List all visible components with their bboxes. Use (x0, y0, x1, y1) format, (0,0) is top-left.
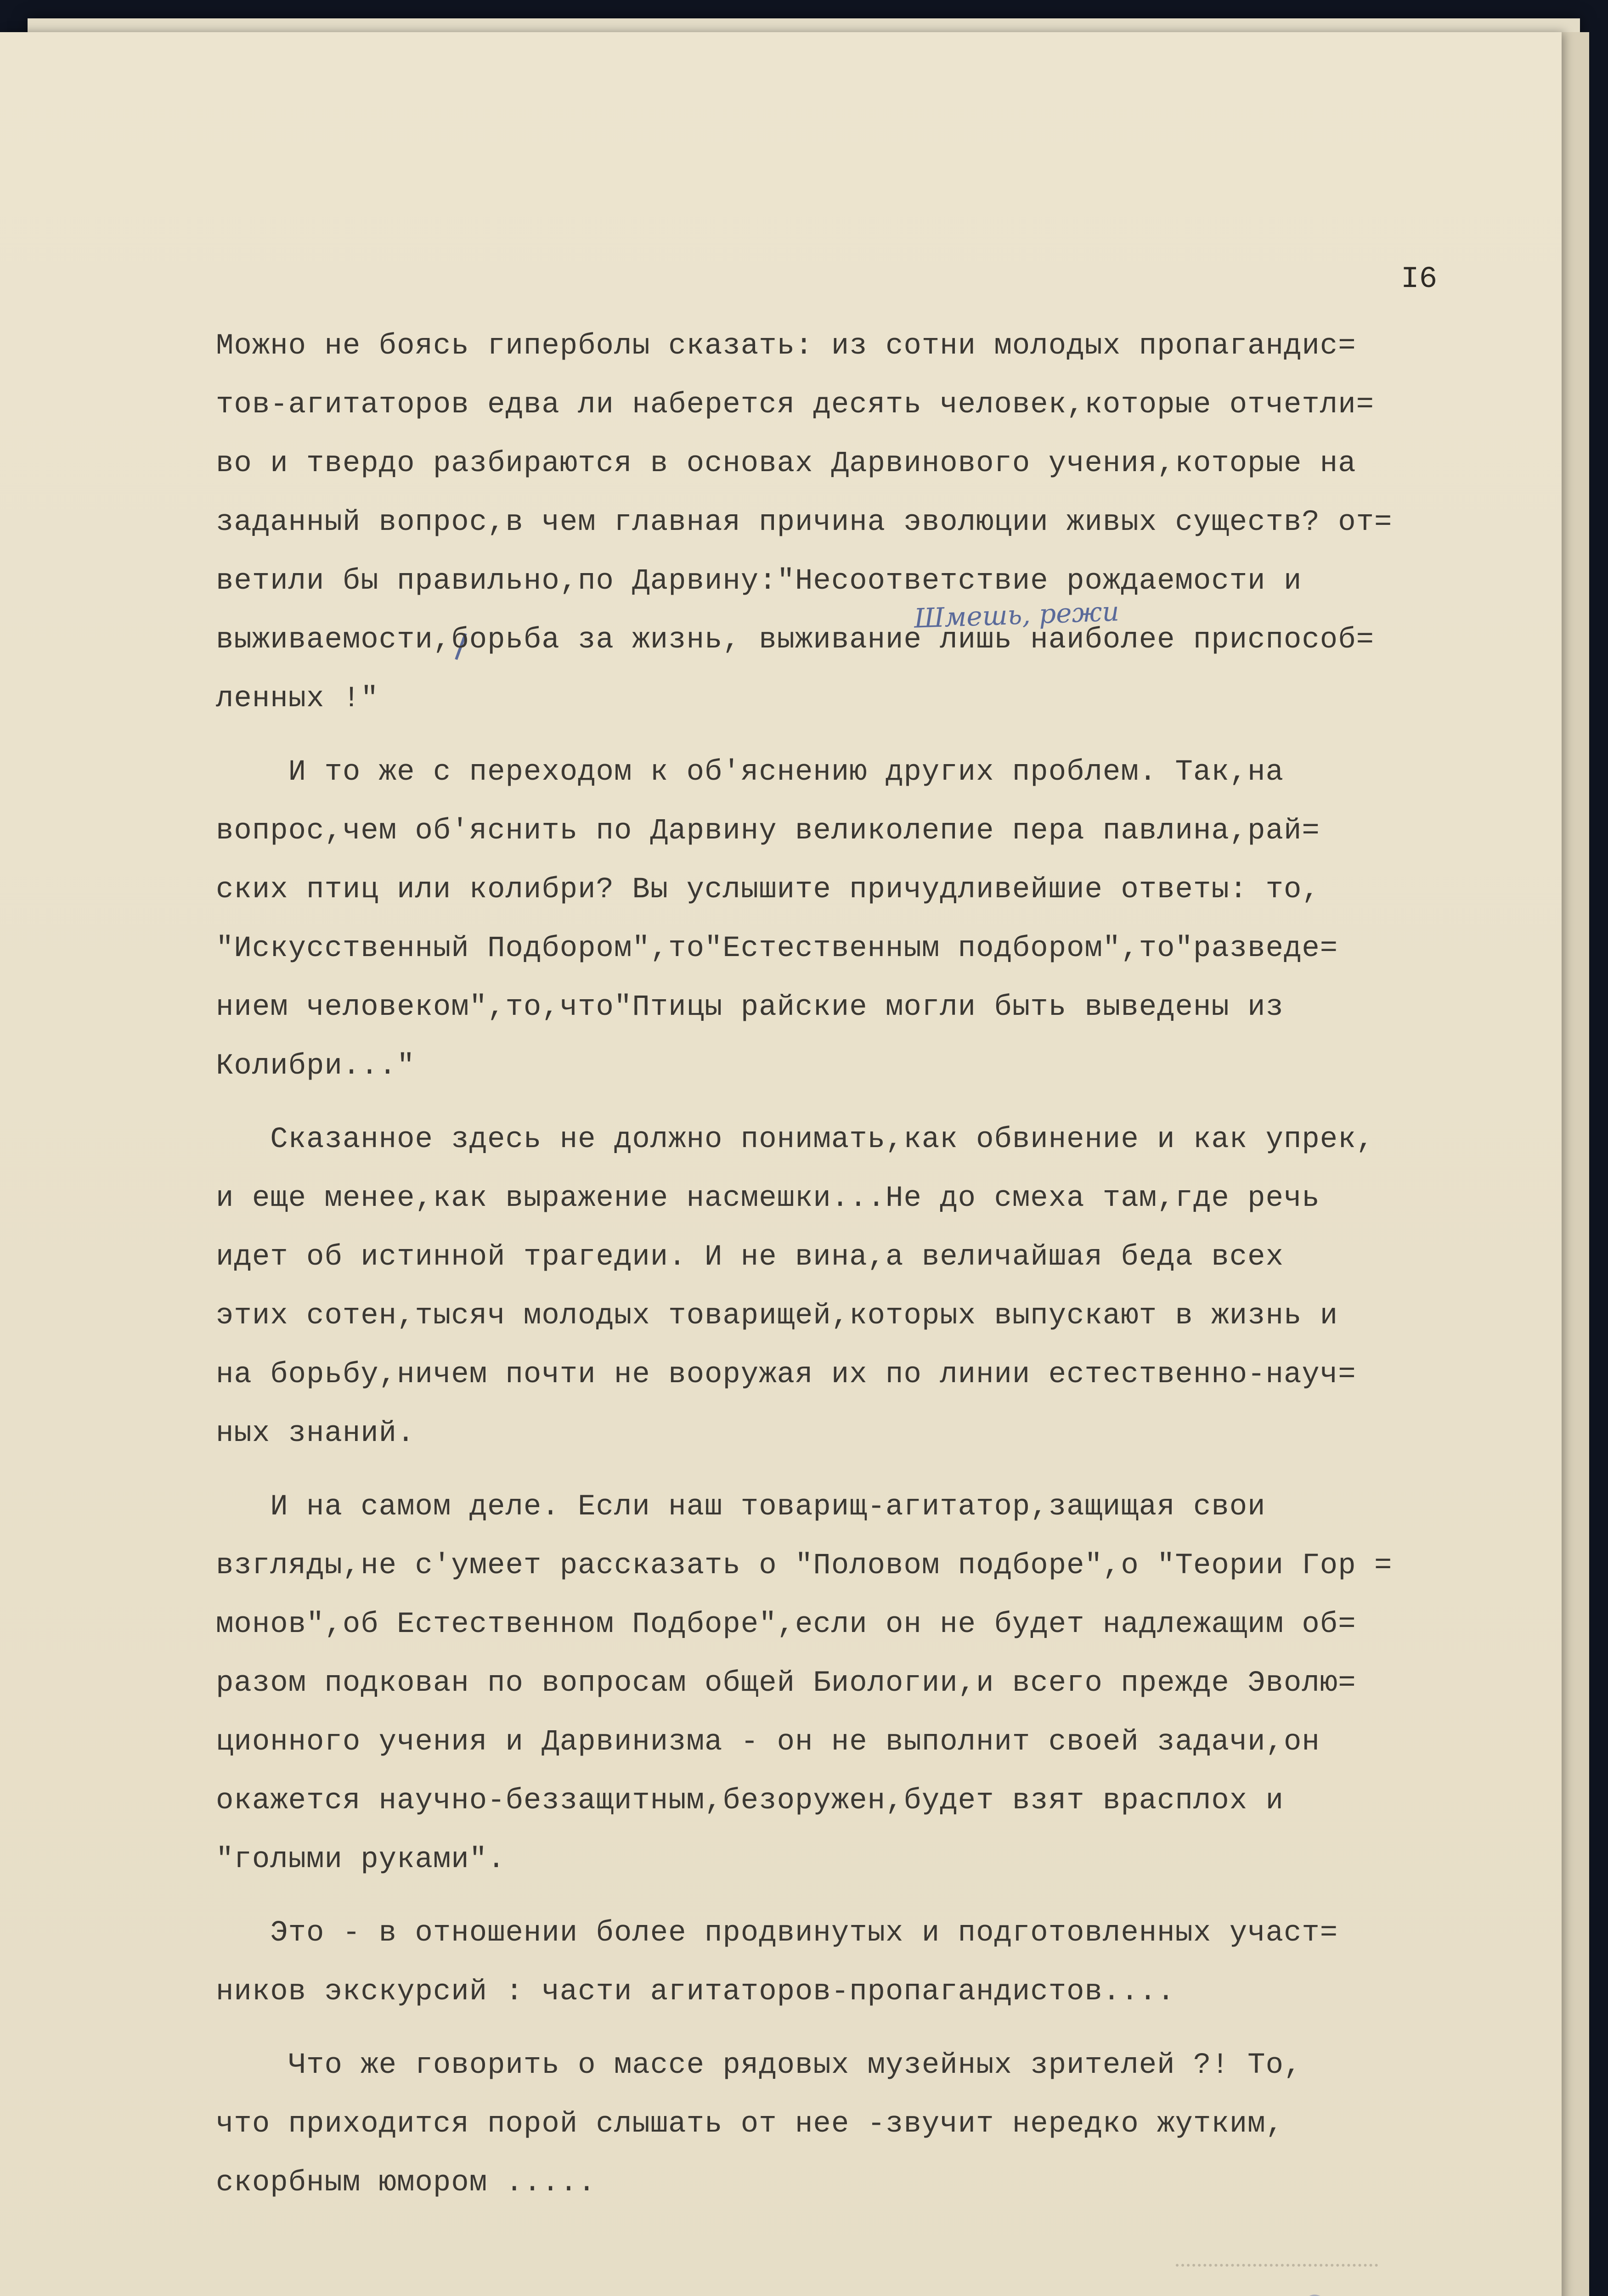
text-line: выживаемости,борьба за жизнь, выживание лишь наиболее приспособ= (216, 624, 1374, 657)
text-line: ных знаний. (216, 1417, 415, 1450)
text-line: скорбным юмором ..... (216, 2167, 596, 2200)
text-line: И то же с переходом к об'яснению других проблем. Так,на (216, 756, 1284, 789)
text-line: И на самом деле. Если наш товарищ-агитатор,защищая свои (216, 1491, 1266, 1524)
text-line: что приходится порой слышать от нее -звучит нередко жутким, (216, 2108, 1284, 2141)
text-line: Это - в отношении более продвинутых и подготовленных участ= (216, 1917, 1338, 1950)
handwritten-margin-note: Шмешь, режи (913, 596, 1120, 634)
dotted-rule (1176, 2264, 1378, 2267)
text-line: во и твердо разбираются в основах Дарвинового учения,которые на (216, 447, 1356, 480)
text-line: вопрос,чем об'яснить по Дарвину великолепие пера павлина,рай= (216, 815, 1320, 848)
page-number: I6 (1401, 262, 1438, 296)
text-line: "Искусственный Подбором",то"Естественным подбором",то"разведе= (216, 932, 1338, 965)
typewritten-page (0, 32, 1562, 2296)
text-line: монов",об Естественном Подборе",если он не будет надлежащим об= (216, 1608, 1356, 1641)
text-line: разом подкован по вопросам общей Биологии,и всего прежде Эволю= (216, 1667, 1356, 1700)
text-line: и еще менее,как выражение насмешки...Не до смеха там,где речь (216, 1182, 1320, 1215)
text-line: тов-агитаторов едва ли наберется десять человек,которые отчетли= (216, 388, 1374, 422)
text-line: ветили бы правильно,по Дарвину:"Несоответствие рождаемости и (216, 565, 1302, 598)
text-line: взгляды,не с'умеет рассказать о "Половом подборе",о "Теории Гор = (216, 1549, 1393, 1582)
text-line: окажется научно-беззащитным,безоружен,будет взят врасплох и (216, 1784, 1284, 1818)
text-line: Колибри..." (216, 1050, 415, 1083)
text-line: этих сотен,тысяч молодых товарищей,которых выпускают в жизнь и (216, 1300, 1338, 1333)
faint-stamp (1176, 2282, 1369, 2296)
text-line: ских птиц или колибри? Вы услышите причудливейшие ответы: то, (216, 873, 1320, 906)
text-line: Можно не боясь гиперболы сказать: из сотни молодых пропагандис= (216, 330, 1356, 363)
text-line: "голыми руками". (216, 1843, 506, 1876)
text-line: ников экскурсий : части агитаторов-пропагандистов.... (216, 1975, 1175, 2009)
text-line: ционного учения и Дарвинизма - он не выполнит своей задачи,он (216, 1726, 1320, 1759)
text-line: идет об истинной трагедии. И не вина,а величайшая беда всех (216, 1241, 1284, 1274)
page-edge (1562, 32, 1589, 2296)
text-line: на борьбу,ничем почти не вооружая их по линии естественно-науч= (216, 1358, 1356, 1391)
text-line: нием человеком",то,что"Птицы райские могли быть выведены из (216, 991, 1284, 1024)
body-text (216, 317, 1539, 2212)
text-line: заданный вопрос,в чем главная причина эволюции живых существ? от= (216, 506, 1393, 539)
text-line: Что же говорить о массе рядовых музейных зрителей ?! То, (216, 2049, 1302, 2082)
text-line: ленных !" (216, 682, 379, 715)
text-line: Сказанное здесь не должно понимать,как обвинение и как упрек, (216, 1123, 1374, 1156)
